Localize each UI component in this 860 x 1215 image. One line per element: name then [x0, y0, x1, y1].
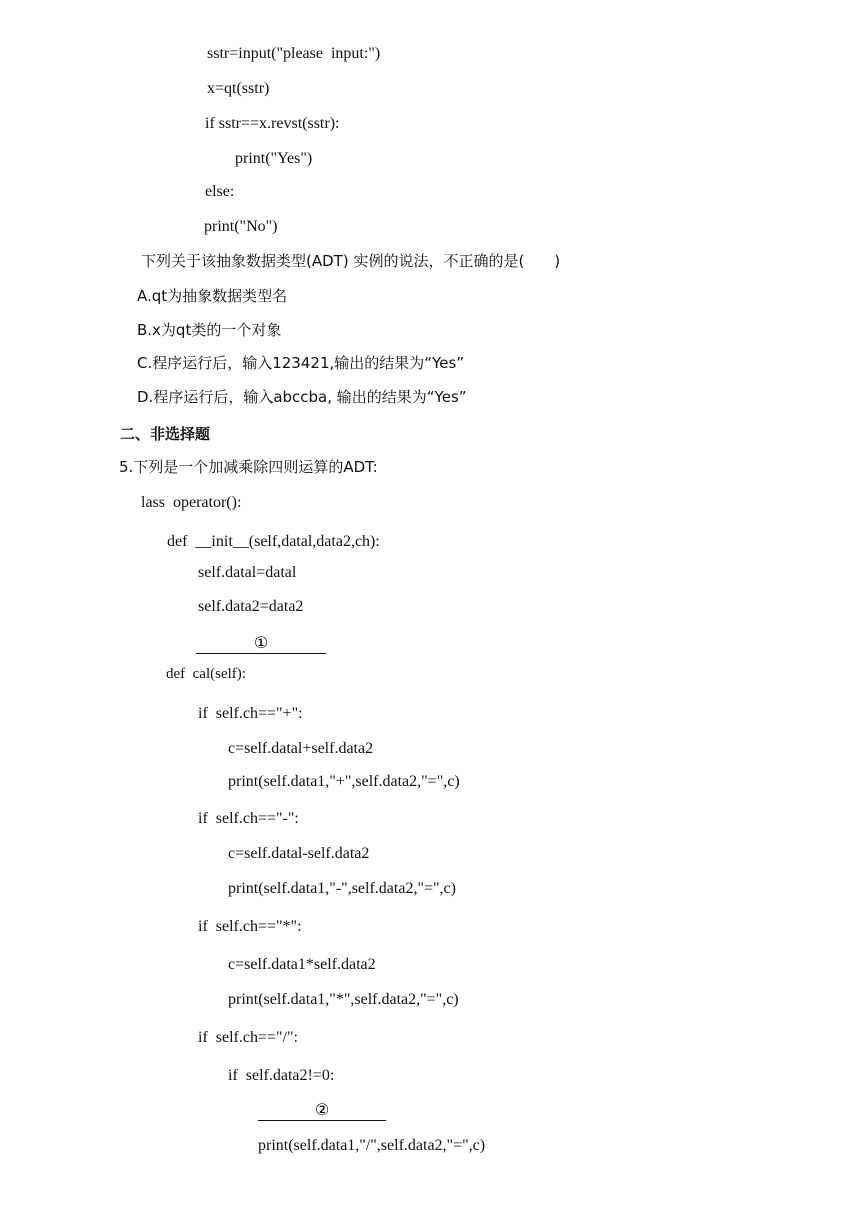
- code-line: if self.ch=="-":: [198, 810, 299, 827]
- code-line: if sstr==x.revst(sstr):: [205, 115, 340, 132]
- code-line: if self.ch=="/":: [198, 1029, 298, 1046]
- answer-blank-2[interactable]: ②: [258, 1102, 386, 1121]
- code-line: print(self.data1,"/",self.data2,"=",c): [258, 1137, 486, 1154]
- code-line: self.data2=data2: [198, 598, 304, 615]
- code-line: def cal(self):: [166, 666, 246, 682]
- code-line: print("Yes"): [235, 150, 313, 167]
- code-line: lass operator():: [141, 494, 242, 511]
- code-line: if self.ch=="+":: [198, 705, 303, 722]
- answer-blank-1[interactable]: ①: [196, 635, 326, 654]
- option-a: A.qt为抽象数据类型名: [137, 287, 288, 305]
- code-line: print(self.data1,"*",self.data2,"=",c): [228, 991, 459, 1008]
- code-line: c=self.datal+self.data2: [228, 740, 374, 757]
- question-stem: 5.下列是一个加减乘除四则运算的ADT:: [119, 458, 378, 476]
- option-b: B.x为qt类的一个对象: [137, 321, 282, 339]
- code-line: def __init__(self,datal,data2,ch):: [167, 533, 380, 550]
- option-d: D.程序运行后，输入abccba, 输出的结果为“Yes”: [137, 388, 467, 406]
- code-line: if self.ch=="*":: [198, 918, 302, 935]
- code-line: else:: [205, 183, 235, 200]
- code-line: c=self.data1*self.data2: [228, 956, 376, 973]
- code-line: self.datal=datal: [198, 564, 297, 581]
- question-stem: 下列关于该抽象数据类型(ADT) 实例的说法，不正确的是( ): [141, 252, 561, 270]
- code-line: if self.data2!=0:: [228, 1067, 335, 1084]
- code-line: print(self.data1,"+",self.data2,"=",c): [228, 773, 460, 790]
- section-heading: 二、非选择题: [120, 425, 211, 443]
- code-line: sstr=input("please input:"): [207, 45, 381, 62]
- code-line: c=self.datal-self.data2: [228, 845, 370, 862]
- code-line: print(self.data1,"-",self.data2,"=",c): [228, 880, 456, 897]
- option-c: C.程序运行后，输入123421,输出的结果为“Yes”: [137, 354, 465, 372]
- code-line: print("No"): [204, 218, 278, 235]
- code-line: x=qt(sstr): [207, 80, 270, 97]
